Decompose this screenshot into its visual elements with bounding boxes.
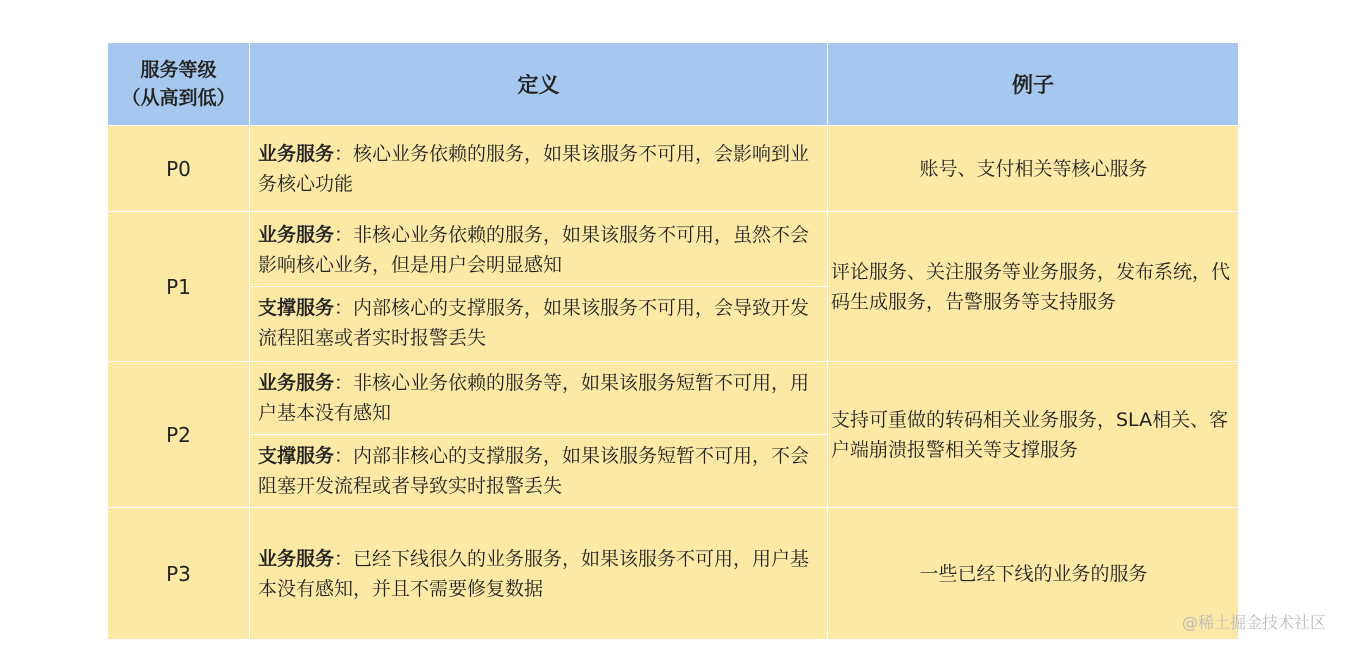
example-text: 支持可重做的转码相关业务服务，SLA相关、客户端崩溃报警相关等支撑服务 <box>831 408 1229 461</box>
table-row <box>108 508 1239 640</box>
example-text: 评论服务、关注服务等业务服务，发布系统，代码生成服务，告警服务等支持服务 <box>831 260 1231 313</box>
definition-text: ：核心业务依赖的服务，如果该服务不可用，会影响到业务核心功能 <box>258 142 810 195</box>
definition-cell <box>250 126 828 212</box>
definition-block <box>250 538 827 610</box>
example-cell <box>828 212 1239 362</box>
example-cell <box>828 508 1239 640</box>
level-cell: P1 <box>108 212 250 362</box>
table-row <box>108 212 1239 362</box>
service-level-table <box>107 42 1239 640</box>
definition-text: ：内部核心的支撑服务，如果该服务不可用，会导致开发流程阻塞或者实时报警丢失 <box>258 297 810 349</box>
definition-label: 业务服务 <box>258 224 335 246</box>
example-text: 一些已经下线的业务的服务 <box>919 562 1148 585</box>
definition-block <box>250 133 827 205</box>
table-row <box>108 362 1239 508</box>
definition-label: 业务服务 <box>258 142 335 165</box>
definition-text: ：非核心业务依赖的服务等，如果该服务短暂不可用，用户基本没有感知 <box>258 372 810 424</box>
header-example: 例子 <box>828 43 1239 126</box>
definition-label: 业务服务 <box>258 372 335 394</box>
definition-text: ：已经下线很久的业务服务，如果该服务不可用，用户基本没有感知，并且不需要修复数据 <box>258 547 810 600</box>
level-cell: P0 <box>108 126 250 212</box>
definition-cell <box>250 508 828 640</box>
header-row <box>108 43 1239 126</box>
definition-text: ：非核心业务依赖的服务，如果该服务不可用，虽然不会影响核心业务，但是用户会明显感知 <box>258 224 810 276</box>
definition-cell <box>250 362 828 508</box>
header-definition: 定义 <box>250 43 828 126</box>
definition-label: 支撑服务 <box>258 445 335 467</box>
header-level-text: 服务等级 （从高到低） <box>121 59 236 109</box>
table-row <box>108 126 1239 212</box>
header-level <box>108 43 250 126</box>
definition-block <box>250 362 827 434</box>
definition-text: ：内部非核心的支撑服务，如果该服务短暂不可用，不会阻塞开发流程或者导致实时报警丢失 <box>258 445 810 497</box>
definition-label: 业务服务 <box>258 547 335 570</box>
example-cell <box>828 126 1239 212</box>
definition-block <box>250 214 827 286</box>
definition-block <box>250 286 827 359</box>
definition-cell <box>250 212 828 362</box>
definition-block <box>250 434 827 507</box>
example-text: 账号、支付相关等核心服务 <box>919 157 1148 180</box>
watermark: @稀土掘金技术社区 <box>1181 613 1326 632</box>
level-cell: P2 <box>108 362 250 508</box>
example-cell <box>828 362 1239 508</box>
level-cell: P3 <box>108 508 250 640</box>
definition-label: 支撑服务 <box>258 297 335 319</box>
